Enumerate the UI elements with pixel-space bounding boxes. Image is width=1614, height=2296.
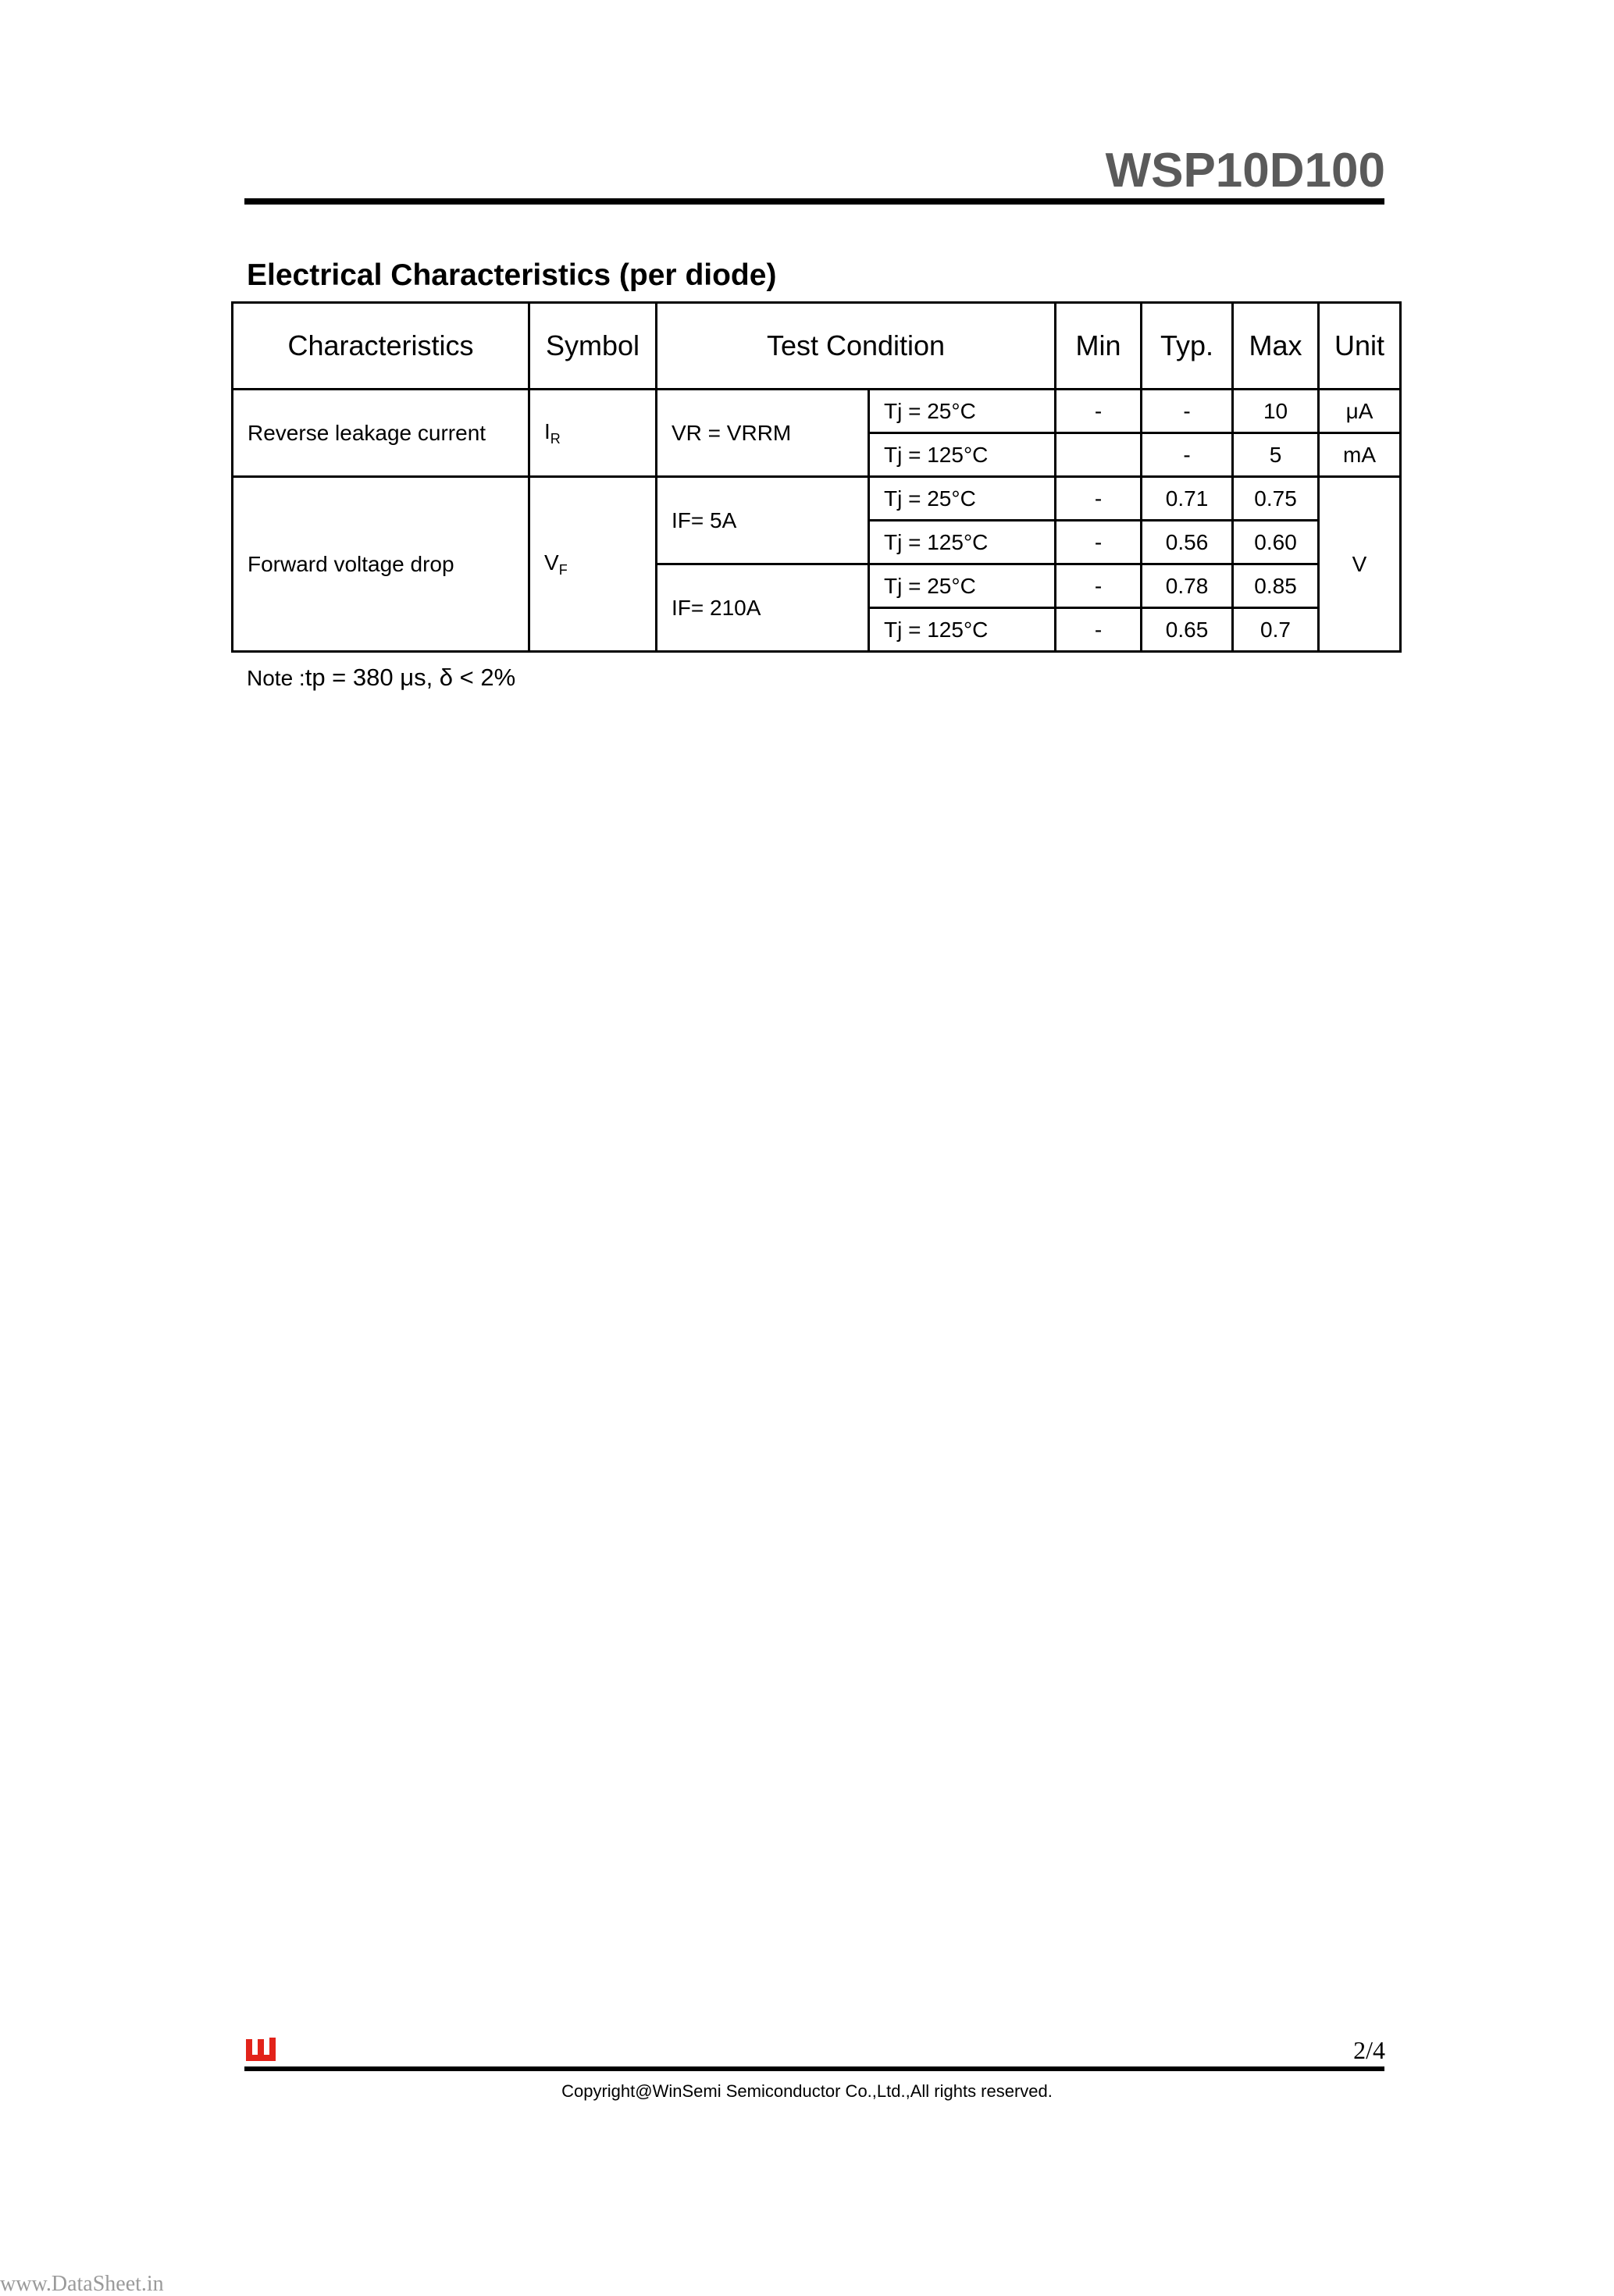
reverse-leakage-condition: VR = VRRM bbox=[657, 390, 869, 477]
symbol-subscript: R bbox=[550, 430, 561, 447]
typ-cell: 0.56 bbox=[1142, 521, 1233, 564]
part-number: WSP10D100 bbox=[1105, 144, 1385, 198]
typ-cell: - bbox=[1142, 433, 1233, 477]
header-typ: Typ. bbox=[1142, 303, 1233, 390]
header-min: Min bbox=[1056, 303, 1142, 390]
typ-cell: 0.65 bbox=[1142, 608, 1233, 652]
tj-cell: Tj = 25°C bbox=[869, 390, 1056, 433]
min-cell: - bbox=[1056, 390, 1142, 433]
note-text: tp = 380 μs, δ < 2% bbox=[305, 664, 516, 691]
table-note bbox=[247, 665, 515, 689]
header-max: Max bbox=[1233, 303, 1319, 390]
typ-cell: 0.78 bbox=[1142, 564, 1233, 608]
max-cell: 0.85 bbox=[1233, 564, 1319, 608]
footer-rule bbox=[244, 2066, 1384, 2071]
table-row bbox=[233, 477, 1401, 521]
copyright-text: Copyright@WinSemi Semiconductor Co.,Ltd.,All rights reserved. bbox=[561, 2081, 1053, 2101]
min-cell: - bbox=[1056, 564, 1142, 608]
watermark-text: www.DataSheet.in bbox=[0, 2272, 164, 2296]
note-prefix: Note : bbox=[247, 666, 305, 690]
symbol-subscript: F bbox=[558, 561, 568, 578]
section-title: Electrical Characteristics (per diode) bbox=[247, 258, 777, 292]
min-cell bbox=[1056, 433, 1142, 477]
forward-condition: IF= 210A bbox=[657, 564, 869, 652]
typ-cell: 0.71 bbox=[1142, 477, 1233, 521]
min-cell: - bbox=[1056, 521, 1142, 564]
tj-cell: Tj = 125°C bbox=[869, 608, 1056, 652]
tj-cell: Tj = 125°C bbox=[869, 433, 1056, 477]
min-cell: - bbox=[1056, 477, 1142, 521]
winsemi-logo-icon bbox=[244, 2036, 279, 2063]
reverse-leakage-label: Reverse leakage current bbox=[233, 390, 529, 477]
forward-voltage-symbol bbox=[529, 477, 657, 652]
max-cell: 5 bbox=[1233, 433, 1319, 477]
forward-voltage-label: Forward voltage drop bbox=[233, 477, 529, 652]
tj-cell: Tj = 25°C bbox=[869, 564, 1056, 608]
header-characteristics: Characteristics bbox=[233, 303, 529, 390]
max-cell: 10 bbox=[1233, 390, 1319, 433]
min-cell: - bbox=[1056, 608, 1142, 652]
max-cell: 0.60 bbox=[1233, 521, 1319, 564]
typ-cell: - bbox=[1142, 390, 1233, 433]
forward-condition: IF= 5A bbox=[657, 477, 869, 564]
unit-cell: μA bbox=[1319, 390, 1401, 433]
header-unit: Unit bbox=[1319, 303, 1401, 390]
header-rule bbox=[244, 198, 1384, 205]
tj-cell: Tj = 25°C bbox=[869, 477, 1056, 521]
forward-voltage-unit: V bbox=[1319, 477, 1401, 652]
page-number: 2/4 bbox=[1353, 2036, 1385, 2064]
electrical-characteristics-table bbox=[231, 301, 1402, 653]
max-cell: 0.75 bbox=[1233, 477, 1319, 521]
max-cell: 0.7 bbox=[1233, 608, 1319, 652]
unit-cell: mA bbox=[1319, 433, 1401, 477]
header-test-condition: Test Condition bbox=[657, 303, 1056, 390]
symbol-main: V bbox=[544, 550, 559, 575]
symbol-main: I bbox=[544, 418, 550, 443]
table-row bbox=[233, 390, 1401, 433]
header-symbol: Symbol bbox=[529, 303, 657, 390]
reverse-leakage-symbol bbox=[529, 390, 657, 477]
table-header-row bbox=[233, 303, 1401, 390]
tj-cell: Tj = 125°C bbox=[869, 521, 1056, 564]
